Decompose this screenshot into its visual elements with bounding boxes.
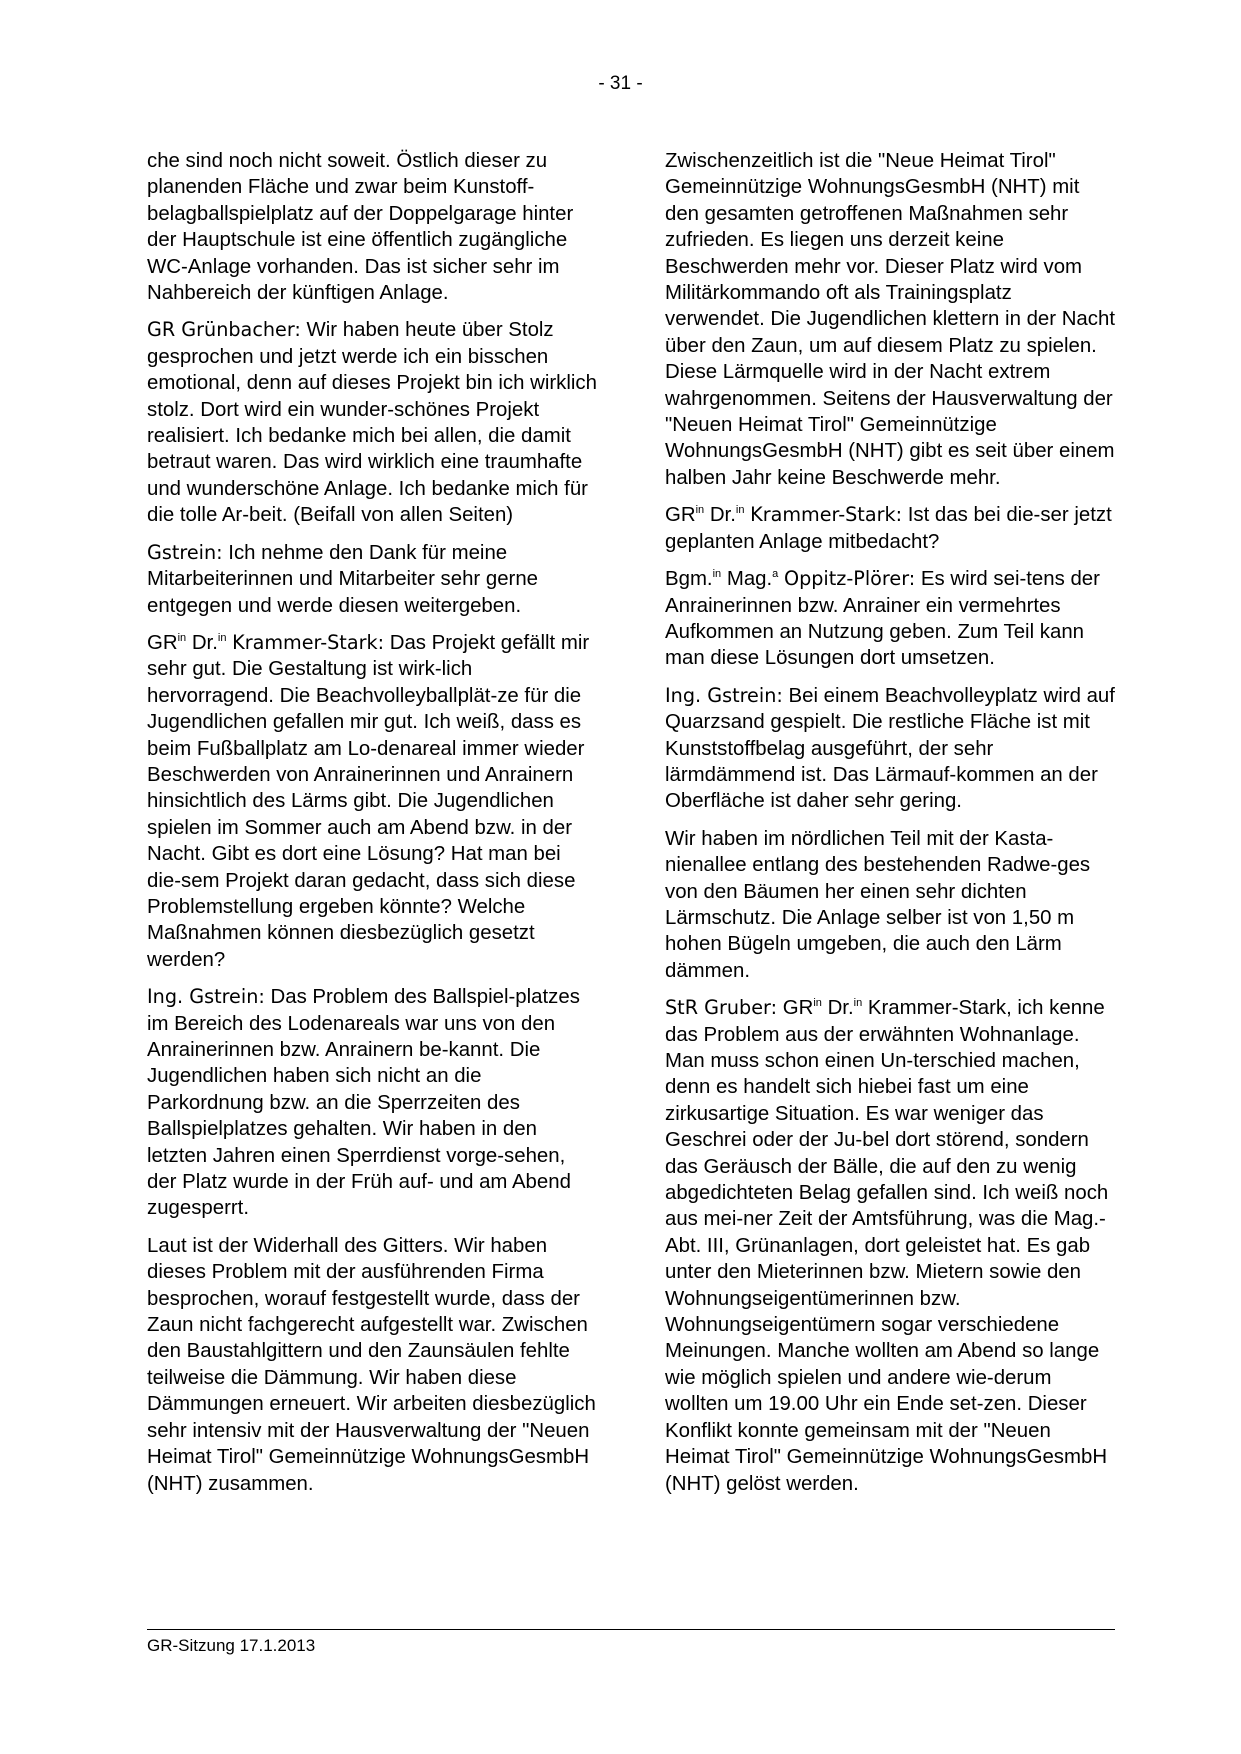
speaker-title-text: Dr.	[191, 631, 218, 654]
paragraph	[665, 826, 1115, 984]
paragraph-text: Wir haben im nördlichen Teil mit der Kasta-nienallee entlang des bestehenden Radwe-ges von den Bäumen her einen sehr dichten Lärmschutz. Die Anlage selber ist von 1,50 m hohen Bügeln umgeben, die auch den Lärm dämmen.	[665, 827, 1091, 982]
paragraph-text: Laut ist der Widerhall des Gitters. Wir haben dieses Problem mit der ausführenden Firma besprochen, worauf festgestellt wurde, dass der Zaun nicht fachgerecht aufgestellt war. Zwischen den Baustahlgittern und den Zaunsäulen fehlte teilweise die Dämmung. Wir haben diese Dämmungen erneuert. Wir arbeiten diesbezüglich sehr intensiv mit der Hausverwaltung der "Neuen Heimat Tirol" Gemeinnützige WohnungsGesmbH (NHT) zusammen.	[147, 1234, 596, 1495]
speaker-title-suffix: a	[772, 568, 779, 581]
paragraph-text: che sind noch nicht soweit. Östlich dieser zu planenden Fläche und zwar beim Kunstoff-belagballspielplatz auf der Doppelgarage hinter der Hauptschule ist eine öffentlich zugängliche WC-Anlage vorhanden. Das ist sicher sehr im Nahbereich der künftigen Anlage.	[147, 150, 574, 305]
speaker-title	[147, 632, 186, 654]
paragraph-text: Es wird sei-tens der Anrainerinnen bzw. Anrainer ein vermehrtes Aufkommen an Nutzung geben. Zum Teil kann man diese Lösungen dort umsetzen.	[665, 568, 1100, 670]
paragraph	[665, 566, 1115, 672]
paragraph-text: Wir haben heute über Stolz gesprochen und jetzt werde ich ein bisschen emotional, denn auf dieses Projekt bin ich wirklich stolz. Dort wird ein wunder-schönes Projekt realisiert. Ich bedanke mich bei allen, die damit betraut waren. Das wird wirklich eine traumhafte und wunderschöne Anlage. Ich bedanke mich für die tolle Ar-beit. (Beifall von allen Seiten)	[147, 319, 597, 527]
speaker-name: Ing. Gstrein:	[147, 985, 265, 1009]
speaker-title	[192, 632, 227, 654]
paragraph	[665, 148, 1115, 491]
paragraph	[147, 984, 597, 1222]
paragraph	[147, 148, 597, 306]
footer-text: GR-Sitzung 17.1.2013	[147, 1636, 316, 1655]
addressee-title-text: Dr.	[827, 997, 854, 1020]
speaker-name: Ing. Gstrein:	[665, 683, 783, 707]
footer-divider	[147, 1629, 1115, 1630]
paragraph	[147, 317, 597, 528]
paragraph-text: Bei einem Beachvolleyplatz wird auf Quarzsand gespielt. Die restliche Fläche ist mit Kunststoffbelag ausgeführt, der sehr lärmdämmend ist. Das Lärmauf-kommen an der Oberfläche ist daher sehr gering.	[665, 684, 1115, 813]
speaker-title	[710, 504, 745, 526]
speaker-title	[665, 504, 704, 526]
speaker-title-suffix: in	[735, 504, 745, 517]
right-column	[665, 148, 1115, 1508]
speaker-title	[727, 568, 778, 590]
speaker-title-suffix: in	[177, 631, 187, 644]
addressee-title-text: GR	[782, 997, 814, 1020]
addressee-title-suffix: in	[853, 997, 863, 1010]
addressee-name: Krammer-Stark, ich	[867, 997, 1044, 1020]
speaker-name: Krammer-Stark:	[750, 503, 903, 527]
paragraph	[665, 502, 1115, 555]
speaker-name: Oppitz-Plörer:	[783, 567, 916, 591]
speaker-title-text: Dr.	[709, 504, 736, 527]
speaker-name: GR Grünbacher:	[147, 318, 301, 342]
speaker-name: StR Gruber:	[665, 996, 778, 1020]
addressee-title-suffix: in	[813, 997, 822, 1010]
addressee-title	[783, 997, 822, 1019]
paragraph	[147, 540, 597, 619]
speaker-title-text: Bgm.	[665, 568, 713, 591]
paragraph-text: kenne das Problem aus der erwähnten Wohnanlage. Man muss schon einen Un-terschied machen, denn es handelt sich hiebei fast um eine zirkusartige Situation. Es war weniger das Geschrei oder der Ju-bel dort störend, sondern das Geräusch der Bälle, die auf den zu wenig abgedichteten Belag gefallen sind. Ich weiß noch aus mei-ner Zeit der Amtsführung, was die Mag.-Abt. III, Grünanlagen, dort geleistet hat. Es gab unter den Mieterinnen bzw. Mietern sowie den Wohnungseigentümerinnen bzw. Wohnungseigentümern sogar verschiedene Meinungen. Manche wollten am Abend so lange wie möglich spielen und andere wie-derum wollten um 19.00 Uhr ein Ende set-zen. Dieser Konflikt konnte gemeinsam mit der "Neuen Heimat Tirol" Gemeinnützige WohnungsGesmbH (NHT) gelöst werden.	[665, 997, 1109, 1495]
paragraph	[665, 683, 1115, 815]
paragraph-text: Das Problem des Ballspiel-platzes im Bereich des Lodenareals war uns von den Anrainerinnen bzw. Anrainern be-kannt. Die Jugendlichen haben sich nicht an die Parkordnung bzw. an die Sperrzeiten des Ballspielplatzes gehalten. Wir haben in den letzten Jahren einen Sperrdienst vorge-sehen, der Platz wurde in der Früh auf- und am Abend zugesperrt.	[147, 986, 580, 1220]
paragraph	[147, 630, 597, 973]
paragraph-text: Ich nehme den Dank für meine Mitarbeiterinnen und Mitarbeiter sehr gerne entgegen und werde diesen weitergeben.	[147, 541, 539, 617]
paragraph	[665, 995, 1115, 1497]
speaker-title-suffix: in	[217, 631, 227, 644]
paragraph-text: Ist das bei die-ser jetzt geplanten Anlage mitbedacht?	[665, 504, 1112, 553]
page-number: - 31 -	[598, 73, 643, 94]
speaker-title-suffix: in	[695, 504, 705, 517]
paragraph-text: Das Projekt gefällt mir sehr gut. Die Gestaltung ist wirk-lich hervorragend. Die Beachvolleyballplät-ze für die Jugendlichen gefallen mir gut. Ich weiß, dass es beim Fußballplatz am Lo-denareal immer wieder Beschwerden von Anrainerinnen und Anrainern hinsichtlich des Lärms gibt. Die Jugendlichen spielen im Sommer auch am Abend bzw. in der Nacht. Gibt es dort eine Lösung? Hat man bei die-sem Projekt daran gedacht, dass sich diese Problemstellung ergeben könnte? Welche Maßnahmen können diesbezüglich gesetzt werden?	[147, 631, 590, 971]
speaker-title-text: Mag.	[726, 568, 773, 591]
left-column	[147, 148, 597, 1508]
paragraph-text: Zwischenzeitlich ist die "Neue Heimat Tirol" Gemeinnützige WohnungsGesmbH (NHT) mit den gesamten getroffenen Maßnahmen sehr zufrieden. Es liegen uns derzeit keine Beschwerden mehr vor. Dieser Platz wird vom Militärkommando oft als Trainingsplatz verwendet. Die Jugendlichen klettern in der Nacht über den Zaun, um auf diesem Platz zu spielen. Diese Lärmquelle wird in der Nacht extrem wahrgenommen. Seitens der Hausverwaltung der "Neuen Heimat Tirol" Gemeinnützige WohnungsGesmbH (NHT) gibt es seit über einem halben Jahr keine Beschwerde mehr.	[665, 150, 1115, 489]
speaker-title-suffix: in	[712, 568, 722, 581]
speaker-name: Krammer-Stark:	[232, 630, 385, 654]
speaker-title-text: GR	[665, 504, 696, 527]
speaker-title	[665, 568, 721, 590]
paragraph	[147, 1233, 597, 1497]
speaker-name: Gstrein:	[147, 540, 223, 564]
addressee-title	[828, 997, 863, 1019]
speaker-title-text: GR	[147, 631, 178, 654]
